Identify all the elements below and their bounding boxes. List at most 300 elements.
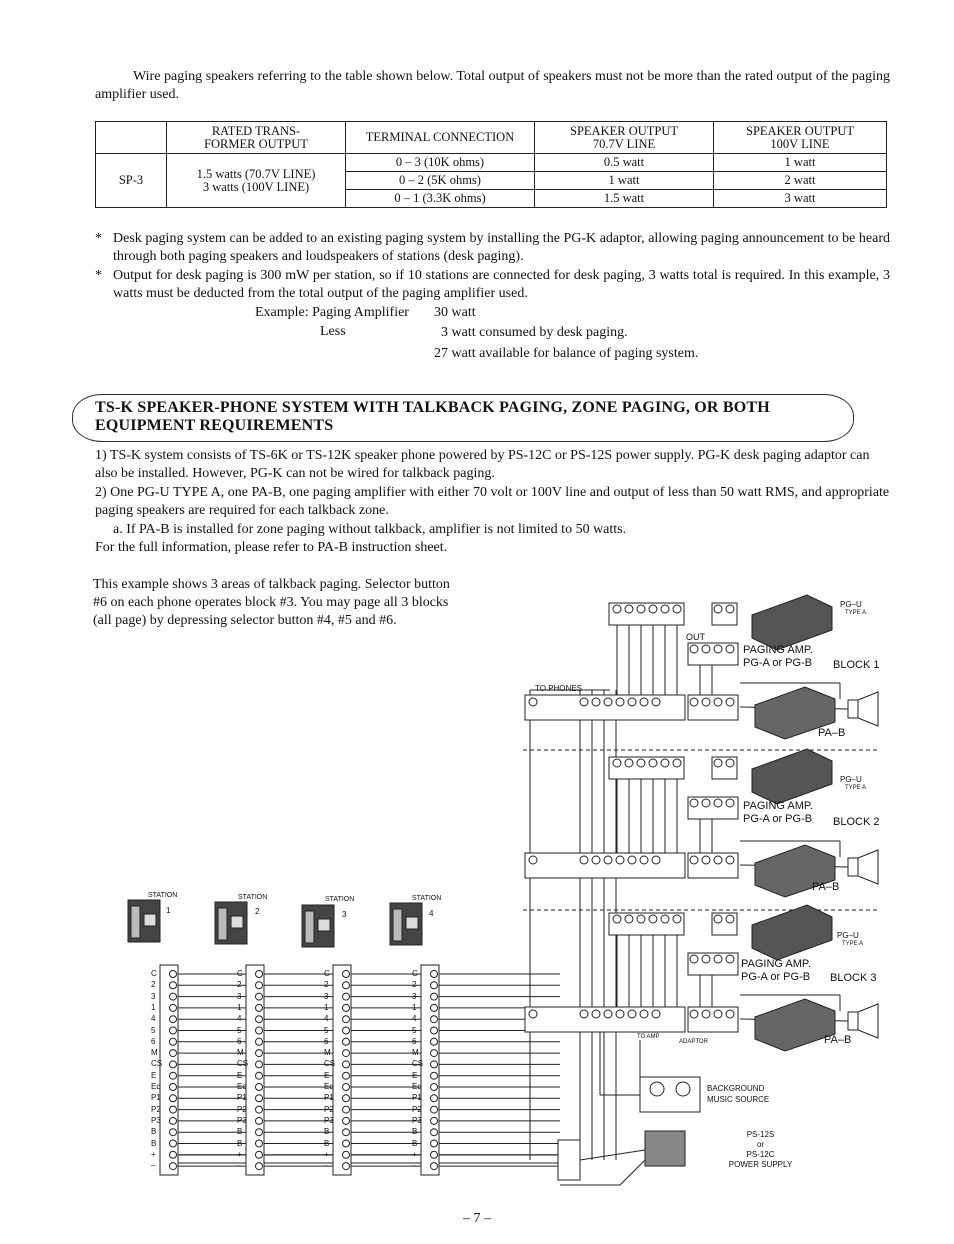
terminal-screw [431, 1004, 438, 1011]
terminal-screw [256, 1038, 263, 1045]
speaker-phone-icon [390, 903, 422, 945]
terminal-screw [343, 1061, 350, 1068]
amp-models-label-1: PG-A or PG-B [743, 657, 813, 669]
terminal-screw [256, 1004, 263, 1011]
terminal-screw [640, 856, 648, 864]
handset-icon [218, 908, 227, 940]
terminal-screw [170, 993, 177, 1000]
terminal-screw [256, 1072, 263, 1079]
rated-70v: 1.5 watts (70.7V LINE) [196, 166, 316, 181]
station-terminal-label: 1 [412, 1002, 417, 1012]
terminal-screw [170, 1163, 177, 1170]
terminal-screw [714, 759, 722, 767]
terminal-screw [690, 955, 698, 963]
terminal-screw [726, 759, 734, 767]
station-label-4: STATION [412, 895, 442, 902]
terminal-screw [170, 1084, 177, 1091]
terminal-screw [431, 1151, 438, 1158]
station-terminal-label: 6 [151, 1036, 156, 1046]
terminal-screw [702, 1010, 710, 1018]
station-terminal-label: 5 [324, 1025, 329, 1035]
bgm-knob-icon [676, 1082, 690, 1096]
table-cell: 1 watt [535, 172, 714, 190]
terminal-screw [256, 1050, 263, 1057]
station-terminal-label: B [412, 1127, 418, 1137]
terminal-screw [170, 1072, 177, 1079]
terminal-screw [714, 645, 722, 653]
terminal-screw [170, 1016, 177, 1023]
station-terminal-label: Ed [412, 1082, 422, 1091]
terminal-screw [616, 698, 624, 706]
terminal-screw [714, 955, 722, 963]
station-terminal-label: P3 [412, 1115, 422, 1125]
terminal-screw [343, 1038, 350, 1045]
table-header-100v: SPEAKER OUTPUT 100V LINE [714, 122, 887, 154]
terminal-screw [256, 1061, 263, 1068]
terminal-screw [343, 1140, 350, 1147]
station-terminal-label: P3 [151, 1115, 161, 1125]
station-terminal-label: 1 [324, 1002, 329, 1012]
station-terminal-label: C [237, 969, 243, 978]
terminal-screw [431, 1117, 438, 1124]
pab-label-2: PA–B [812, 881, 840, 893]
station-terminal-label: 6 [237, 1036, 242, 1046]
bgm-label: BACKGROUND MUSIC SOURCE [707, 1084, 770, 1104]
terminal-screw [580, 856, 588, 864]
table-cell: 2 watt [714, 172, 887, 190]
terminal-screw [702, 955, 710, 963]
station-terminal-label: Ed [237, 1082, 247, 1091]
handset-icon [393, 909, 402, 941]
terminal-screw [661, 759, 669, 767]
terminal-screw [256, 1151, 263, 1158]
station-terminal-label: 2 [237, 980, 242, 990]
station-num-1: 1 [166, 906, 171, 915]
station-terminal-label: 2 [324, 980, 329, 990]
terminal-screw [673, 605, 681, 613]
table-cell: 3 watt [714, 190, 887, 208]
terminal-screw [256, 993, 263, 1000]
example-value3: 27 watt available for balance of paging system. [434, 346, 699, 361]
terminal-screw [690, 856, 698, 864]
station-terminal-label: 5 [237, 1025, 242, 1035]
terminal-screw [343, 982, 350, 989]
keypad-icon [406, 917, 418, 929]
terminal-screw [661, 605, 669, 613]
block-2-label: BLOCK 2 [833, 816, 880, 828]
terminal-screw [649, 915, 657, 923]
station-terminal-label: Ed [324, 1082, 334, 1091]
terminal-screw [673, 759, 681, 767]
pgu-label-2: PG–U [840, 775, 862, 784]
terminal-screw [170, 1106, 177, 1113]
station-terminal-label: P1 [151, 1093, 161, 1103]
table-model: SP-3 [96, 154, 167, 208]
terminal-screw [343, 1072, 350, 1079]
adaptor-label: ADAPTOR [679, 1039, 708, 1045]
to-amp-label: TO AMP [637, 1034, 660, 1040]
station-terminal-label: 5 [412, 1025, 417, 1035]
terminal-screw [726, 605, 734, 613]
terminal-screw [726, 645, 734, 653]
terminal-screw [256, 1106, 263, 1113]
terminal-screw [637, 915, 645, 923]
handset-icon [131, 906, 140, 938]
power-supply-label: PS-12S or PS-12C POWER SUPPLY [728, 1130, 793, 1169]
terminal-screw [726, 698, 734, 706]
paging-amp-label-3: PAGING AMP. [741, 958, 811, 970]
terminal-screw [256, 1117, 263, 1124]
pgu-label-3: PG–U [837, 931, 859, 940]
terminal-screw [431, 1095, 438, 1102]
handset-icon [305, 911, 314, 943]
terminal-screw [343, 993, 350, 1000]
terminal-screw [637, 605, 645, 613]
table-cell: 0 – 1 (3.3K ohms) [346, 190, 535, 208]
terminal-screw [661, 915, 669, 923]
station-num-2: 2 [255, 907, 260, 916]
station-terminal-label: CS [151, 1059, 163, 1069]
station-terminal-label: P1 [237, 1093, 247, 1103]
table-header-terminal: TERMINAL CONNECTION [346, 122, 535, 154]
terminal-screw [431, 1163, 438, 1170]
terminal-screw [431, 1129, 438, 1136]
diagram-description: This example shows 3 areas of talkback paging. Selector button #6 on each phone operates block #3. You may page all 3 blocks (all page) by depressing selector button #4, #5 and #6. [93, 577, 450, 628]
terminal-screw [613, 605, 621, 613]
requirement-2: 2) One PG-U TYPE A, one PA-B, one paging amplifier with either 70 volt or 100V line and output of less than 50 watt RMS, and appropriate paging speakers are required for each talkback zone. [95, 485, 890, 518]
terminal-screw [649, 759, 657, 767]
pab-device-icon [755, 999, 835, 1051]
terminal-screw [431, 1061, 438, 1068]
station-terminal-label: 3 [237, 991, 242, 1001]
terminal-screw [592, 1010, 600, 1018]
station-terminal-label: C [151, 969, 157, 978]
terminal-screw [431, 1050, 438, 1057]
terminal-screw [702, 698, 710, 706]
station-terminal-label: P2 [324, 1104, 334, 1114]
terminal-screw [170, 1140, 177, 1147]
pab-label-1: PA–B [818, 727, 846, 739]
terminal-screw [690, 698, 698, 706]
terminal-screw [431, 1084, 438, 1091]
out-label: OUT [686, 632, 705, 642]
block-3-label: BLOCK 3 [830, 972, 877, 984]
keypad-icon [231, 916, 243, 928]
station-terminal-label: P2 [151, 1104, 161, 1114]
table-header-70v: SPEAKER OUTPUT 70.7V LINE [535, 122, 714, 154]
terminal-screw [256, 1084, 263, 1091]
note-2: * Output for desk paging is 300 mW per station, so if 10 stations are connected for desk paging, 3 watts total is required. In this example, 3 watts must be deducted from the total output of the paging amplifier used. [95, 268, 890, 301]
station-terminal-label: 4 [237, 1014, 242, 1024]
terminal-screw [343, 1016, 350, 1023]
terminal-screw [714, 605, 722, 613]
terminal-screw [256, 982, 263, 989]
station-terminal-label: M [151, 1048, 158, 1058]
station-terminal-label: – [324, 1161, 329, 1171]
table-cell: 0 – 3 (10K ohms) [346, 154, 535, 172]
station-terminal-label: 2 [151, 980, 156, 990]
station-terminal-label: 4 [151, 1014, 156, 1024]
terminal-screw [256, 1129, 263, 1136]
pgu-label-1: PG–U [840, 600, 862, 609]
terminal-screw [529, 856, 537, 864]
terminal-screw [343, 1129, 350, 1136]
terminal-screw [431, 1140, 438, 1147]
terminal-screw [625, 915, 633, 923]
terminal-screw [637, 759, 645, 767]
station-terminal-label: + [151, 1149, 156, 1159]
station-terminal-label: E [412, 1070, 418, 1080]
station-terminal-label: 5 [151, 1025, 156, 1035]
terminal-screw [726, 915, 734, 923]
terminal-screw [604, 698, 612, 706]
terminal-screw [256, 1163, 263, 1170]
amp-models-label-2: PG-A or PG-B [743, 813, 813, 825]
terminal-screw [592, 856, 600, 864]
speaker-icon [848, 858, 858, 876]
terminal-screw [343, 1106, 350, 1113]
wire [580, 1150, 645, 1160]
terminal-screw [702, 799, 710, 807]
station-terminal-label: CS [237, 1059, 249, 1069]
terminal-screw [170, 1151, 177, 1158]
terminal-screw [431, 993, 438, 1000]
page-number: – 7 – [463, 1211, 491, 1226]
speaker-icon [858, 850, 878, 884]
section-heading: TS-K SPEAKER-PHONE SYSTEM WITH TALKBACK PAGING, ZONE PAGING, OR BOTH EQUIPMENT REQUIREMENTS [95, 399, 770, 434]
station-terminal-label: P1 [324, 1093, 334, 1103]
terminal-screw [652, 856, 660, 864]
bgm-source-icon [640, 1077, 700, 1112]
terminal-screw [431, 1038, 438, 1045]
station-terminal-label: 1 [151, 1002, 156, 1012]
terminal-screw [714, 1010, 722, 1018]
example-less: Less [320, 324, 346, 339]
station-label-2: STATION [238, 894, 268, 901]
station-terminal-label: C [412, 969, 418, 978]
station-terminal-label: B [237, 1127, 243, 1137]
station-terminal-label: CS [412, 1059, 424, 1069]
terminal-screw [343, 1095, 350, 1102]
terminal-screw [616, 856, 624, 864]
terminal-screw [726, 1010, 734, 1018]
table-cell: 1 watt [714, 154, 887, 172]
station-terminal-label: P2 [237, 1104, 247, 1114]
terminal-screw [726, 856, 734, 864]
terminal-screw [343, 1050, 350, 1057]
terminal-screw [714, 915, 722, 923]
station-terminal-label: B [324, 1138, 330, 1148]
block-1-label: BLOCK 1 [833, 659, 880, 671]
station-terminal-label: M [324, 1048, 331, 1058]
terminal-screw [604, 1010, 612, 1018]
terminal-screw [673, 915, 681, 923]
speaker-phone-icon [128, 900, 160, 942]
terminal-screw [431, 1072, 438, 1079]
terminal-screw [170, 1004, 177, 1011]
station-terminal-label: 4 [412, 1014, 417, 1024]
pgu-device-icon [752, 749, 832, 804]
terminal-screw [529, 698, 537, 706]
terminal-screw [529, 1010, 537, 1018]
bgm-knob-icon [650, 1082, 664, 1096]
station-terminal-label: – [237, 1161, 242, 1171]
station-terminal-label: B [151, 1138, 157, 1148]
terminal-screw [170, 1061, 177, 1068]
station-terminal-label: M [412, 1048, 419, 1058]
terminal-screw [256, 1016, 263, 1023]
terminal-screw [625, 759, 633, 767]
station-terminal-label: 6 [412, 1036, 417, 1046]
speaker-icon [858, 692, 878, 726]
terminal-screw [592, 698, 600, 706]
terminal-screw [170, 1129, 177, 1136]
terminal-screw [256, 1095, 263, 1102]
terminal-screw [616, 1010, 624, 1018]
amp-models-label-3: PG-A or PG-B [741, 971, 811, 983]
terminal-screw [431, 1027, 438, 1034]
terminal-screw [431, 1106, 438, 1113]
station-terminal-label: + [237, 1149, 242, 1159]
terminal-screw [431, 982, 438, 989]
station-terminal-label: Ed [151, 1082, 161, 1091]
table-cell: 0 – 2 (5K ohms) [346, 172, 535, 190]
example-value1: 30 watt [434, 305, 476, 320]
terminal-screw [256, 971, 263, 978]
speaker-phone-icon [302, 905, 334, 947]
note-1: * Desk paging system can be added to an existing paging system by installing the PG-K adaptor, allowing paging announcement to be heard through both paging speakers and loudspeakers of stations (desk paging). [95, 231, 890, 264]
table-cell: 0.5 watt [535, 154, 714, 172]
station-terminal-label: 3 [324, 991, 329, 1001]
station-label-3: STATION [325, 896, 355, 903]
station-terminal-label: 6 [324, 1036, 329, 1046]
terminal-screw [690, 1010, 698, 1018]
station-label-1: STATION [148, 892, 178, 899]
station-terminal-label: – [412, 1161, 417, 1171]
terminal-screw [343, 1084, 350, 1091]
station-num-4: 4 [429, 909, 434, 918]
terminal-screw [628, 698, 636, 706]
station-terminal-label: 4 [324, 1014, 329, 1024]
station-terminal-label: B [324, 1127, 330, 1137]
terminal-screw [256, 1140, 263, 1147]
station-terminal-label: 3 [151, 991, 156, 1001]
wire [620, 1160, 645, 1185]
terminal-screw [652, 1010, 660, 1018]
station-num-3: 3 [342, 910, 347, 919]
keypad-icon [318, 919, 330, 931]
pab-label-3: PA–B [824, 1034, 852, 1046]
station-terminal-label: P1 [412, 1093, 422, 1103]
requirement-footer: For the full information, please refer to PA-B instruction sheet. [95, 540, 448, 555]
station-terminal-label: 1 [237, 1002, 242, 1012]
terminal-screw [640, 698, 648, 706]
terminal-screw [702, 645, 710, 653]
intro-paragraph: Wire paging speakers referring to the table shown below. Total output of speakers must not be more than the rated output of the paging amplifier used. [95, 69, 890, 102]
terminal-screw [690, 645, 698, 653]
terminal-screw [628, 1010, 636, 1018]
speaker-phone-icon [215, 902, 247, 944]
terminal-screw [170, 982, 177, 989]
station-terminal-label: E [151, 1070, 157, 1080]
terminal-screw [580, 1010, 588, 1018]
paging-amp-label-2: PAGING AMP. [743, 800, 813, 812]
speaker-icon [848, 1012, 858, 1030]
terminal-screw [343, 1151, 350, 1158]
station-terminal-label: CS [324, 1059, 336, 1069]
example-value2: 3 watt consumed by desk paging. [441, 325, 628, 340]
table-cell: 1.5 watt [535, 190, 714, 208]
station-terminal-label: + [324, 1149, 329, 1159]
station-terminal-label: 3 [412, 991, 417, 1001]
typea-label-2: TYPE A [845, 785, 867, 791]
pgu-device-icon [752, 595, 832, 650]
station-terminal-label: 2 [412, 980, 417, 990]
rated-100v: 3 watts (100V LINE) [202, 179, 310, 194]
pgu-device-icon [752, 905, 832, 960]
terminal-screw [343, 1027, 350, 1034]
station-terminal-label: E [237, 1070, 243, 1080]
requirement-2a: a. If PA-B is installed for zone paging without talkback, amplifier is not limited to 50 watts. [113, 522, 627, 537]
example-label: Example: Paging Amplifier [255, 305, 409, 320]
requirement-1: 1) TS-K system consists of TS-6K or TS-12K speaker phone powered by PS-12C or PS-12S power supply. PG-K desk paging adaptor can also be installed. However, PG-K can not be wired for talkback paging. [95, 448, 870, 481]
paging-amp-label-1: PAGING AMP. [743, 644, 813, 656]
terminal-screw [170, 971, 177, 978]
station-terminal-label: P2 [412, 1104, 422, 1114]
power-supply-icon [645, 1131, 685, 1166]
station-terminal-label: P3 [324, 1115, 334, 1125]
station-terminal-label: E [324, 1070, 330, 1080]
keypad-icon [144, 914, 156, 926]
terminal-screw [628, 856, 636, 864]
terminal-screw [714, 799, 722, 807]
terminal-screw [714, 698, 722, 706]
terminal-screw [343, 1004, 350, 1011]
station-terminal-label: B [412, 1138, 418, 1148]
terminal-screw [625, 605, 633, 613]
terminal-screw [714, 856, 722, 864]
station-terminal-label: P3 [237, 1115, 247, 1125]
terminal-screw [640, 1010, 648, 1018]
station-terminal-label: B [151, 1127, 157, 1137]
terminal-screw [604, 856, 612, 864]
terminal-screw [256, 1027, 263, 1034]
speaker-icon [858, 1004, 878, 1038]
typea-label-3: TYPE A [842, 941, 864, 947]
typea-label-1: TYPE A [845, 610, 867, 616]
terminal-screw [690, 799, 698, 807]
terminal-screw [343, 1163, 350, 1170]
terminal-screw [343, 971, 350, 978]
terminal-screw [170, 1117, 177, 1124]
terminal-screw [613, 759, 621, 767]
terminal-screw [702, 856, 710, 864]
terminal-screw [170, 1038, 177, 1045]
terminal-screw [431, 971, 438, 978]
station-terminal-label: C [324, 969, 330, 978]
speaker-icon [848, 700, 858, 718]
station-terminal-label: M [237, 1048, 244, 1058]
terminal-screw [613, 915, 621, 923]
table-header-rated: RATED TRANS- FORMER OUTPUT [167, 122, 346, 154]
terminal-screw [170, 1050, 177, 1057]
terminal-screw [343, 1117, 350, 1124]
terminal-screw [431, 1016, 438, 1023]
ps-terminal-strip [558, 1140, 580, 1180]
terminal-screw [652, 698, 660, 706]
station-terminal-label: B [237, 1138, 243, 1148]
terminal-screw [649, 605, 657, 613]
